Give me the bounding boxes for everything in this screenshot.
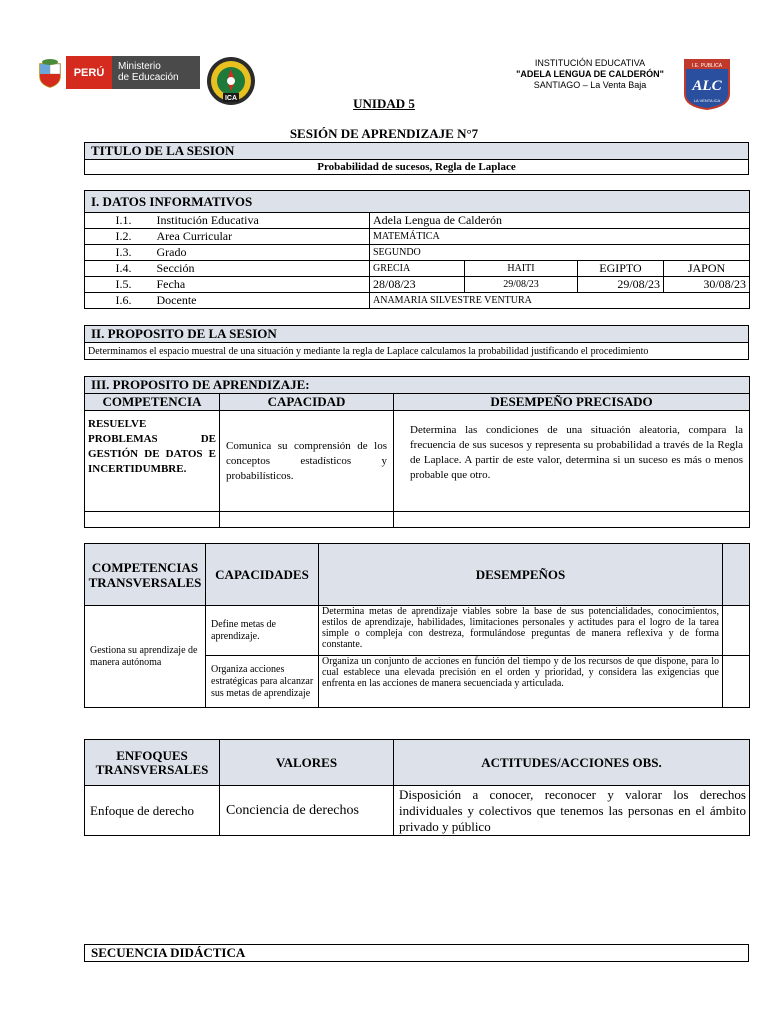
- datos-num: I.4.: [113, 261, 154, 277]
- transversal-capacidad: Define metas de aprendizaje.: [206, 606, 319, 656]
- competencia-cell: RESUELVE PROBLEMAS DE GESTIÓN DE DATOS E INCERTIDUMBRE.: [85, 411, 220, 512]
- seccion-cell: EGIPTO: [578, 261, 664, 277]
- datos-num: I.2.: [113, 229, 154, 245]
- datos-value: SEGUNDO: [370, 245, 750, 261]
- proposito-sesion-text: Determinamos el espacio muestral de una situación y mediante la regla de Laplace calculamos la probabilidad justificando el procedimiento: [85, 343, 749, 360]
- col-capacidades: CAPACIDADES: [206, 544, 319, 606]
- alc-top-text: I.E. PUBLICA: [691, 63, 723, 69]
- col-capacidad: CAPACIDAD: [220, 394, 394, 411]
- proposito-aprendizaje-title: III. PROPOSITO DE APRENDIZAJE:: [85, 377, 750, 394]
- seccion-cell: GRECIA: [370, 261, 465, 277]
- fecha-cell: 30/08/23: [664, 277, 750, 293]
- col-competencia: COMPETENCIA: [85, 394, 220, 411]
- enfoques-table: [84, 739, 750, 836]
- datos-label: Docente: [154, 293, 370, 309]
- fecha-cell: 29/08/23: [578, 277, 664, 293]
- gear-text: ICA: [224, 95, 238, 102]
- seccion-cell: JAPON: [664, 261, 750, 277]
- datos-value: ANAMARIA SILVESTRE VENTURA: [370, 293, 750, 309]
- datos-num: I.1.: [113, 213, 154, 229]
- secuencia-table: [84, 944, 749, 962]
- unidad-title: UNIDAD 5: [353, 96, 415, 111]
- col-desempeno: DESEMPEÑO PRECISADO: [394, 394, 750, 411]
- seccion-cell: HAITI: [465, 261, 578, 277]
- secuencia-title: SECUENCIA DIDÁCTICA: [85, 945, 749, 962]
- transversal-capacidad: Organiza acciones estratégicas para alcanzar sus metas de aprendizaje: [206, 656, 319, 708]
- proposito-aprendizaje-table: [84, 376, 750, 528]
- ministerio-logo: [112, 56, 200, 89]
- enfoque-cell: Enfoque de derecho: [85, 786, 220, 836]
- peru-logo: PERÚ: [66, 56, 112, 89]
- col-competencias-transversales: COMPETENCIAS TRANSVERSALES: [85, 544, 206, 606]
- titulo-label: TITULO DE LA SESION: [85, 143, 749, 160]
- datos-label: Institución Educativa: [154, 213, 370, 229]
- datos-num: I.6.: [113, 293, 154, 309]
- inst-line1: INSTITUCIÓN EDUCATIVA: [534, 58, 646, 68]
- fecha-cell: 28/08/23: [370, 277, 465, 293]
- datos-title: I. DATOS INFORMATIVOS: [85, 191, 750, 213]
- fecha-cell: 29/08/23: [465, 277, 578, 293]
- sesion-title: SESIÓN DE APRENDIZAJE N°7: [289, 126, 479, 141]
- datos-label: Sección: [154, 261, 370, 277]
- ministerio-line1: Ministerio: [118, 61, 161, 72]
- inst-line3: SANTIAGO – La Venta Baja: [533, 80, 647, 90]
- transversal-desempeno: Determina metas de aprendizaje viables sobre la base de sus potencialidades, conocimientos, estilos de aprendizaje, habilidades, limitaciones personales y actitudes para el logro de la tarea simple o compleja con destreza, formulándose preguntas de manera reflexiva y de forma constante.: [319, 606, 723, 656]
- titulo-value: Probabilidad de sucesos, Regla de Laplace: [85, 160, 749, 175]
- datos-label: Area Curricular: [154, 229, 370, 245]
- col-desempenos: DESEMPEÑOS: [319, 544, 723, 606]
- proposito-sesion-title: II. PROPOSITO DE LA SESION: [85, 326, 749, 343]
- col-actitudes: ACTITUDES/ACCIONES OBS.: [394, 740, 750, 786]
- col-valores: VALORES: [220, 740, 394, 786]
- datos-num: I.3.: [113, 245, 154, 261]
- proposito-sesion-table: [84, 325, 749, 360]
- ministerio-line2: de Educación: [118, 72, 179, 83]
- inst-line2: "ADELA LENGUA DE CALDERÓN": [516, 69, 664, 79]
- valor-cell: Conciencia de derechos: [220, 786, 394, 836]
- institution-header: [470, 58, 710, 91]
- alc-text: ALC: [692, 78, 722, 94]
- desempeno-cell: Determina las condiciones de una situación aleatoria, compara la frecuencia de sus sucesos y representa su probabilidad a través de la Regla de Laplace. A partir de este valor, determina si un suceso es más o menos probable que otro.: [394, 411, 750, 512]
- transversales-table: [84, 543, 750, 708]
- titulo-table: [84, 142, 749, 175]
- datos-label: Grado: [154, 245, 370, 261]
- datos-value: Adela Lengua de Calderón: [370, 213, 750, 229]
- datos-value: MATEMÁTICA: [370, 229, 750, 245]
- alc-bottom-text: LA VENTA ICA: [693, 98, 721, 103]
- col-enfoques: ENFOQUES TRANSVERSALES: [85, 740, 220, 786]
- capacidad-cell: Comunica su comprensión de los conceptos estadísticos y probabilísticos.: [220, 411, 394, 512]
- transversal-competencia: Gestiona su aprendizaje de manera autónoma: [85, 606, 206, 708]
- datos-num: I.5.: [113, 277, 154, 293]
- peru-shield-icon: [37, 58, 63, 88]
- datos-table: [84, 190, 750, 309]
- transversal-desempeno: Organiza un conjunto de acciones en función del tiempo y de los recursos de que dispone, para lo cual establece una elevada precisión en el orden y prioridad, y considera las exigencias que enfrenta en las acciones de manera secuenciada y articulada.: [319, 656, 723, 708]
- datos-label: Fecha: [154, 277, 370, 293]
- actitud-cell: Disposición a conocer, reconocer y valorar los derechos individuales y colectivos que tenemos las personas en el ámbito privado y público: [394, 786, 750, 836]
